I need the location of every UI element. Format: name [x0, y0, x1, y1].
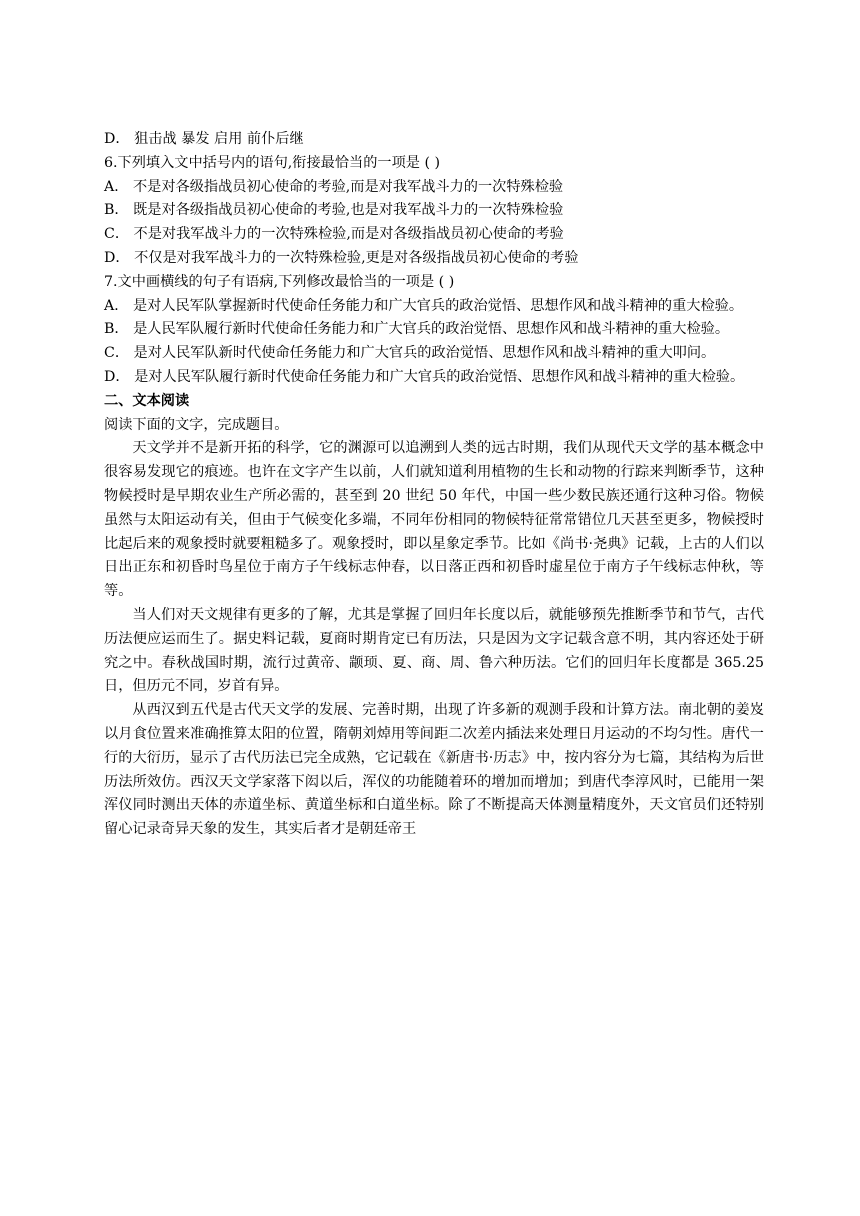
reading-paragraph-3: 从西汉到五代是古代天文学的发展、完善时期，出现了许多新的观测手段和计算方法。南北朝的姜岌以月食位置来准确推算太阳的位置，隋朝刘焯用等间距二次差内插法来处理日月运动的不均匀性。唐代一行的大衍历，显示了古代历法已完全成熟，它记载在《新唐书·历志》中，按内容分为七篇，其结构为后世历法所效仿。西汉天文学家落下闳以后，浑仪的功能随着环的增加而增加；到唐代李淳风时，已能用一架浑仪同时测出天体的赤道坐标、黄道坐标和白道坐标。除了不断提高天体测量精度外，天文官员们还特别留心记录奇异天象的发生，其实后者才是朝廷帝王 [104, 702, 764, 838]
question5-option-d: D． 狙击战 暴发 启用 前仆后继 [104, 131, 304, 147]
question7-option-a: A． 是对人民军队掌握新时代使命任务能力和广大官兵的政治觉悟、思想作风和战斗精神的重大检验。 [104, 297, 744, 314]
section-heading: 二、文本阅读 [104, 392, 190, 409]
question7-option-d: D． 是对人民军队履行新时代使命任务能力和广大官兵的政治觉悟、思想作风和战斗精神的重大检验。 [104, 368, 745, 385]
reading-instruction: 阅读下面的文字，完成题目。 [104, 416, 289, 433]
question6-option-a: A． 不是对各级指战员初心使命的考验,而是对我军战斗力的一次特殊检验 [104, 178, 564, 195]
document-page [104, 128, 764, 842]
question6-option-b: B． 既是对各级指战员初心使命的考验,也是对我军战斗力的一次特殊检验 [104, 202, 564, 219]
reading-paragraph-1: 天文学并不是新开拓的科学，它的渊源可以追溯到人类的远古时期，我们从现代天文学的基本概念中很容易发现它的痕迹。也许在文字产生以前，人们就知道利用植物的生长和动物的行踪来判断季节，这种物候授时是早期农业生产所必需的，甚至到 20 世纪 50 年代，中国一些少数民族还通行这种习俗。物候虽然与太阳运动有关，但由于气候变化多端，不同年份相同的物候特征常常错位几天甚至更多，物候授时比起后来的观象授时就要粗糙多了。观象授时，即以星象定季节。比如《尚书·尧典》记载，上古的人们以日出正东和初昏时鸟星位于南方子午线标志仲春，以日落正西和初昏时虚星位于南方子午线标志仲秋，等等。 [104, 440, 764, 600]
question6-stem: 6.下列填入文中括号内的语句,衔接最恰当的一项是 ( ) [104, 154, 441, 171]
question6-option-d: D． 不仅是对我军战斗力的一次特殊检验,更是对各级指战员初心使命的考验 [104, 249, 579, 266]
question7-option-b: B． 是人民军队履行新时代使命任务能力和广大官兵的政治觉悟、思想作风和战斗精神的重大检验。 [104, 321, 730, 338]
question7-option-c: C． 是对人民军队新时代使命任务能力和广大官兵的政治觉悟、思想作风和战斗精神的重大叩问。 [104, 345, 716, 362]
question6-option-c: C． 不是对我军战斗力的一次特殊检验,而是对各级指战员初心使命的考验 [104, 226, 564, 243]
reading-paragraph-2: 当人们对天文规律有更多的了解，尤其是掌握了回归年长度以后，就能够预先推断季节和节气，古代历法便应运而生了。据史料记载，夏商时期肯定已有历法，只是因为文字记载含意不明，其内容还处于研究之中。春秋战国时期，流行过黄帝、颛顼、夏、商、周、鲁六种历法。它们的回归年长度都是 365.25 日，但历元不同，岁首有异。 [104, 606, 764, 695]
question7-stem: 7.文中画横线的句子有语病,下列修改最恰当的一项是 ( ) [104, 273, 455, 290]
